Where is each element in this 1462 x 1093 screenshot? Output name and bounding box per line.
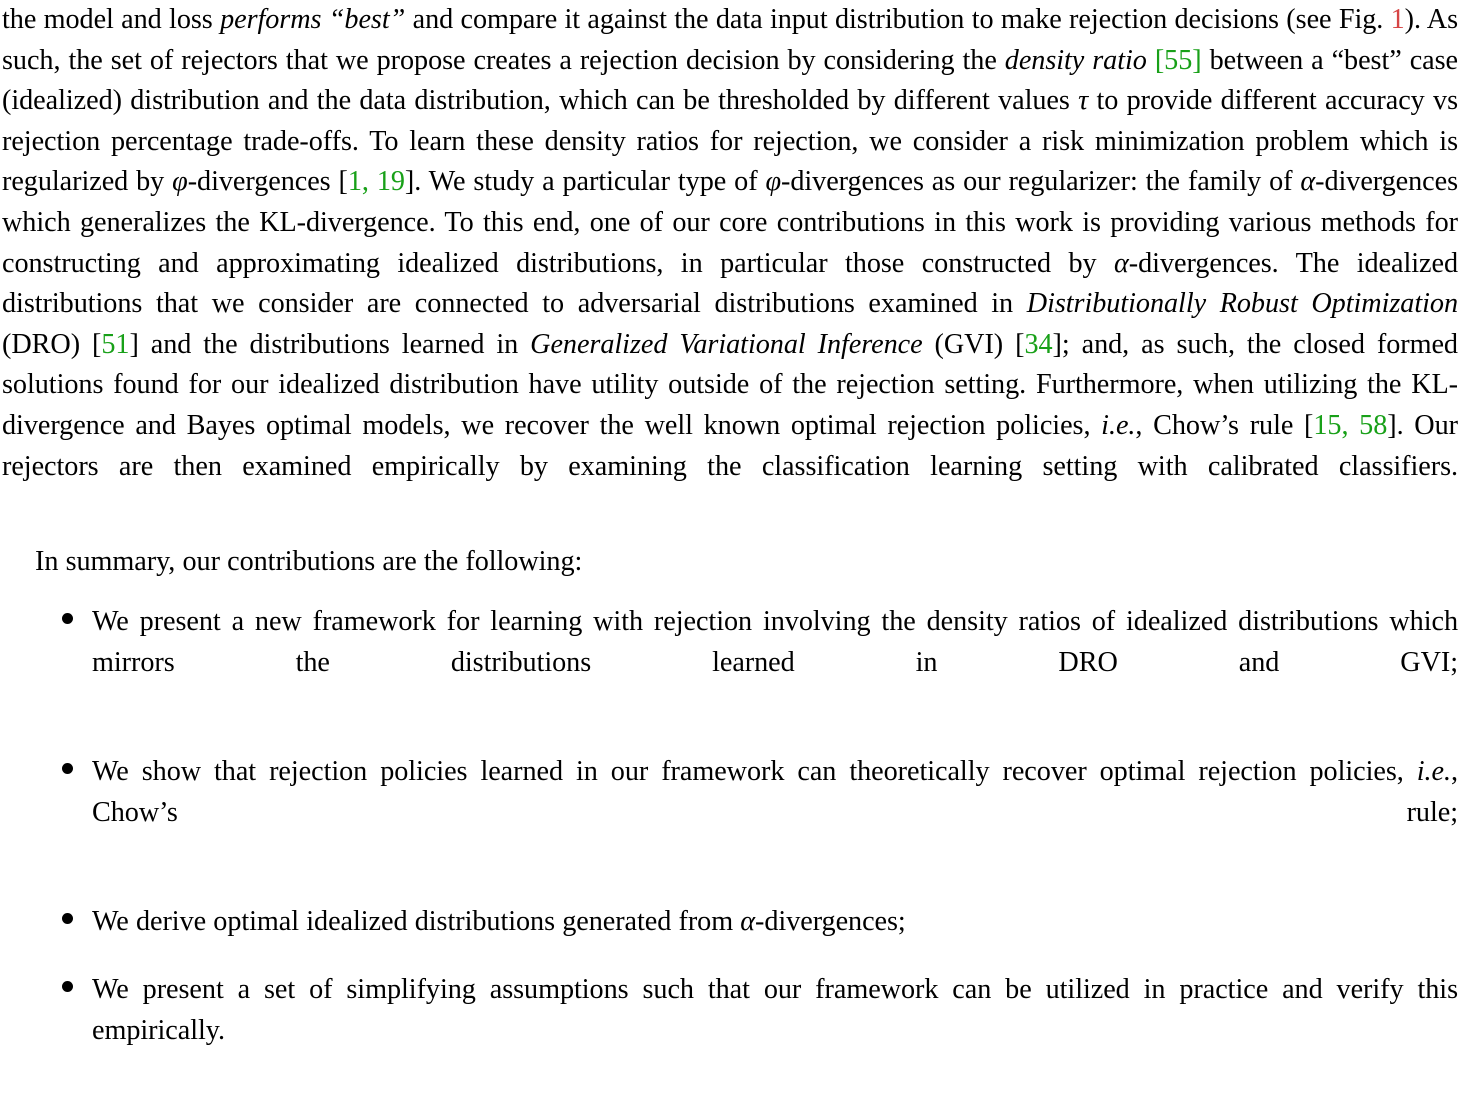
body-text: ]. We study a particular type of	[404, 166, 766, 198]
emphasized-text: Distributionally Robust Optimization	[1026, 288, 1458, 320]
body-text: (GVI) [	[922, 328, 1025, 360]
paragraph-body-1	[0, 0, 1462, 528]
body-text: (DRO) [	[2, 328, 102, 360]
citation-link[interactable]: 15, 58	[1313, 409, 1388, 441]
math-symbol: α	[1300, 166, 1316, 198]
citation-link[interactable]: 34	[1024, 328, 1053, 360]
math-symbol: φ	[172, 166, 188, 198]
citation-link[interactable]: 1, 19	[347, 166, 405, 198]
emphasized-text: performs “best”	[220, 4, 406, 35]
body-text: the model and loss	[2, 4, 221, 35]
contributions-list	[0, 602, 1462, 1092]
emphasized-text: Generalized Variational Inference	[530, 328, 923, 360]
paragraph-gap	[0, 528, 1462, 542]
body-text: ] and the distributions learned in	[129, 328, 531, 360]
body-text: , Chow’s rule;	[92, 756, 1458, 828]
body-text: , Chow’s rule [	[1135, 409, 1314, 441]
math-symbol: α	[1114, 247, 1129, 279]
emphasized-text: i.e.	[1416, 756, 1451, 788]
math-symbol: τ	[1078, 85, 1089, 117]
bullet-icon	[62, 970, 75, 1011]
body-text: ). As such, the set of rejectors that we propose creates a rejection decision by considering the	[2, 4, 1459, 76]
math-symbol: φ	[765, 166, 781, 198]
body-text: We present a set of simplifying assumptions such that our framework can be utilized in practice and verify this empirically.	[92, 974, 1458, 1047]
paragraph-body-2	[0, 542, 1462, 583]
list-item	[0, 902, 1462, 943]
body-text: ]. Our rejectors are then examined empirically by examining the classification learning setting with calibrated classifiers.	[2, 409, 1458, 482]
emphasized-text: density ratio	[1004, 44, 1147, 76]
body-text: and compare it against the data input distribution to make rejection decisions (see Fig.	[405, 4, 1391, 35]
body-text: to provide different accuracy vs rejection percentage trade-offs. To learn these density ratios for rejection, we consider a risk minimization problem which is regularized by	[2, 85, 1458, 198]
citation-link[interactable]: [55]	[1154, 44, 1202, 76]
body-text	[1147, 45, 1155, 76]
body-text: -divergences. The idealized distributions that we consider are connected to adversarial distributions examined in	[2, 247, 1458, 320]
math-symbol: α	[740, 905, 756, 937]
citation-link[interactable]: 51	[101, 328, 130, 360]
body-text: We show that rejection policies learned in our framework can theoretically recover optimal rejection policies,	[92, 756, 1417, 788]
body-text: We present a new framework for learning with rejection involving the density ratios of idealized distributions which mirrors the distributions learned in DRO and GVI;	[92, 606, 1458, 678]
list-item	[0, 752, 1462, 874]
list-item	[0, 970, 1462, 1092]
body-text: between a “best” case (idealized) distribution and the data distribution, which can be thresholded by different values	[2, 44, 1459, 117]
body-text: In summary, our contributions are the following:	[35, 545, 583, 577]
body-text: We derive optimal idealized distributions generated from	[92, 905, 741, 937]
body-text: ]; and, as such, the closed formed solutions found for our idealized distribution have utility outside of the rejection setting. Furthermore, when utilizing the KL-divergence and Bayes optimal models, we recover the well known optimal rejection policies,	[2, 328, 1458, 441]
bullet-icon	[62, 602, 75, 643]
list-item	[0, 602, 1462, 724]
bullet-icon	[62, 902, 75, 943]
body-text: -divergences [	[187, 166, 348, 198]
figure-reference-link[interactable]: 1	[1390, 4, 1405, 35]
list-gap	[0, 582, 1462, 602]
emphasized-text: i.e.	[1101, 409, 1136, 441]
body-text: -divergences;	[755, 905, 906, 937]
body-text: -divergences which generalizes the KL-divergence. To this end, one of our core contributions in this work is providing various methods for constructing and approximating idealized distributions, in particular those constructed by	[2, 166, 1459, 279]
bullet-icon	[62, 752, 75, 793]
body-text: -divergences as our regularizer: the family of	[781, 166, 1301, 198]
